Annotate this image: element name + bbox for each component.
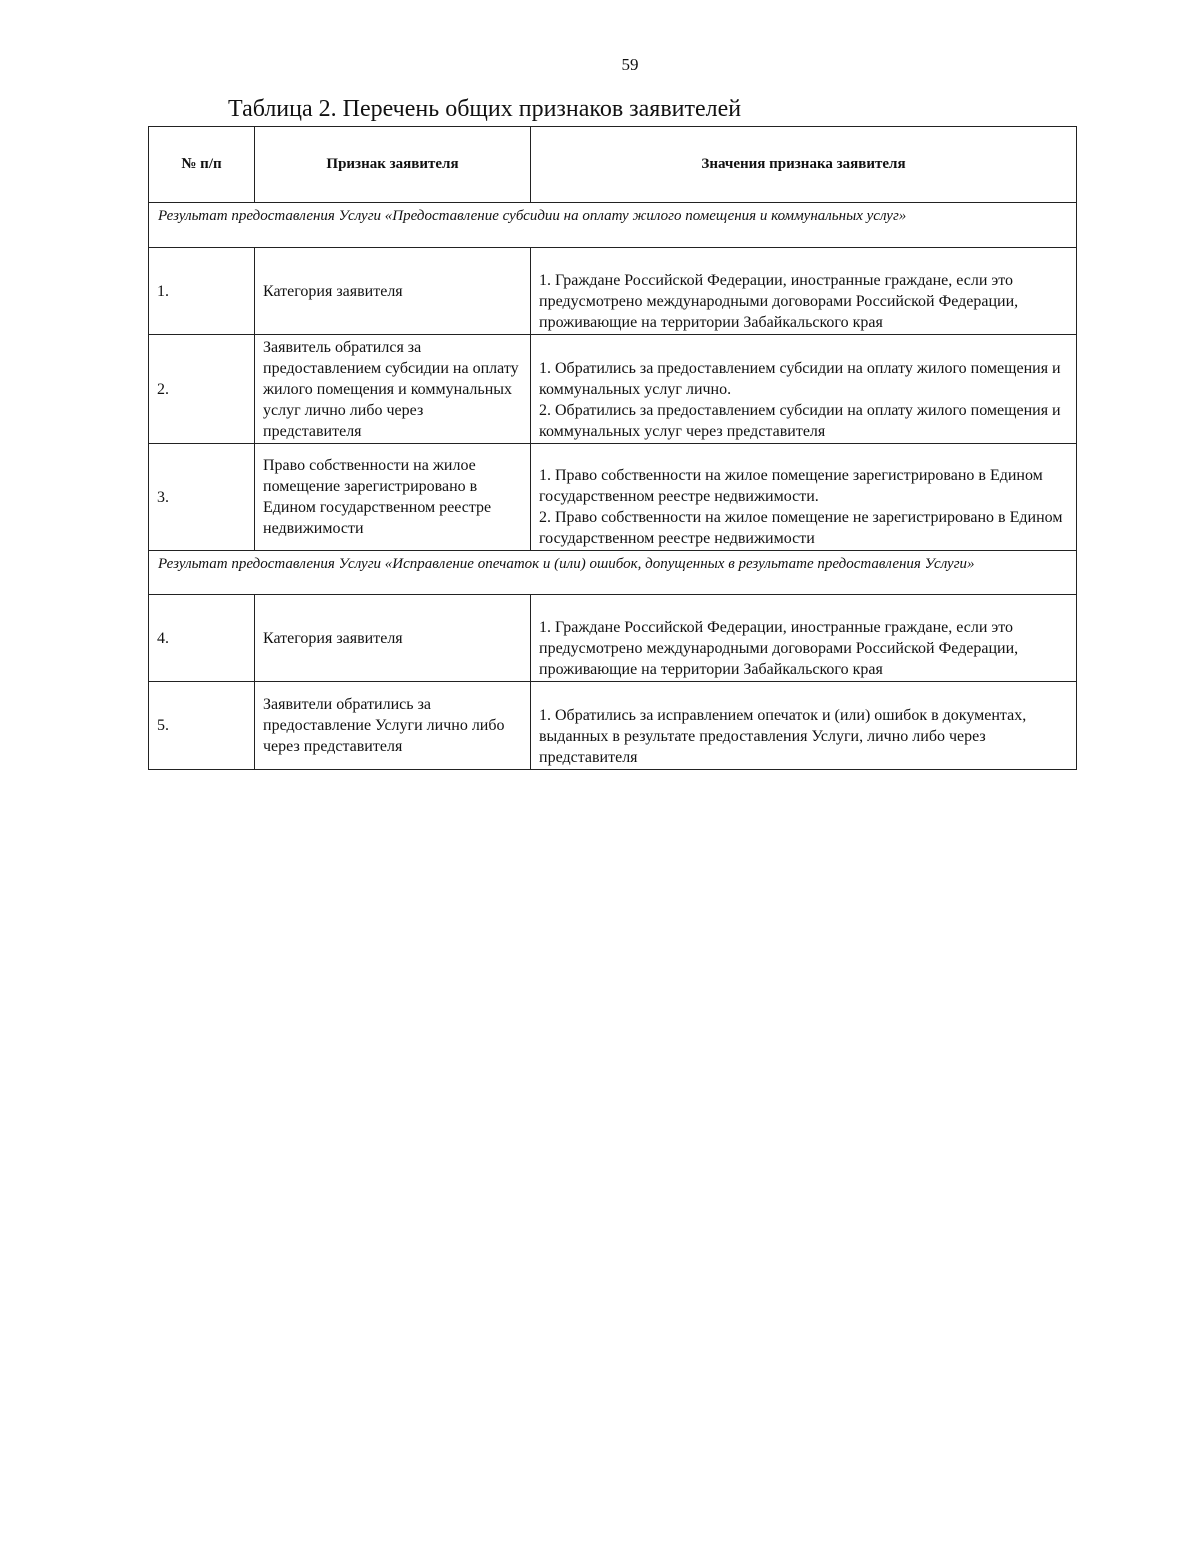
row-attribute: Категория заявителя	[255, 595, 531, 682]
table-header-row	[149, 127, 1077, 203]
value-item: 2. Обратились за предоставлением субсидии на оплату жилого помещения и коммунальных услуг через представителя	[539, 402, 1061, 440]
section-title: Результат предоставления Услуги «Предоставление субсидии на оплату жилого помещения и коммунальных услуг»	[149, 203, 1077, 248]
table-row	[149, 248, 1077, 335]
row-values	[531, 248, 1077, 335]
applicant-criteria-table	[148, 126, 1077, 770]
value-item: 1. Обратились за исправлением опечаток и (или) ошибок в документах, выданных в результате предоставления Услуги, лично либо через представителя	[539, 707, 1027, 766]
table-row	[149, 335, 1077, 444]
header-values: Значения признака заявителя	[531, 127, 1077, 203]
row-attribute: Категория заявителя	[255, 248, 531, 335]
row-num: 3.	[149, 444, 255, 551]
table-row	[149, 595, 1077, 682]
row-values	[531, 335, 1077, 444]
row-values	[531, 595, 1077, 682]
header-num: № п/п	[149, 127, 255, 203]
section-title: Результат предоставления Услуги «Исправление опечаток и (или) ошибок, допущенных в результате предоставления Услуги»	[149, 551, 1077, 595]
value-item: 1. Право собственности на жилое помещение зарегистрировано в Едином государственном реестре недвижимости.	[539, 467, 1043, 505]
row-num: 5.	[149, 682, 255, 770]
row-attribute: Заявители обратились за предоставление Услуги лично либо через представителя	[255, 682, 531, 770]
value-item: 1. Граждане Российской Федерации, иностранные граждане, если это предусмотрено международными договорами Российской Федерации, проживающие на территории Забайкальского края	[539, 619, 1019, 678]
section-row	[149, 203, 1077, 248]
page-number: 59	[621, 55, 639, 74]
table-row	[149, 682, 1077, 770]
row-num: 2.	[149, 335, 255, 444]
table-title: Таблица 2. Перечень общих признаков заявителей	[228, 96, 742, 122]
row-num: 4.	[149, 595, 255, 682]
value-item: 1. Обратились за предоставлением субсидии на оплату жилого помещения и коммунальных услуг лично.	[539, 360, 1061, 398]
row-values	[531, 682, 1077, 770]
row-attribute: Заявитель обратился за предоставлением субсидии на оплату жилого помещения и коммунальных услуг лично либо через представителя	[255, 335, 531, 444]
header-attribute: Признак заявителя	[255, 127, 531, 203]
section-row	[149, 551, 1077, 595]
table-row	[149, 444, 1077, 551]
value-item: 1. Граждане Российской Федерации, иностранные граждане, если это предусмотрено международными договорами Российской Федерации, проживающие на территории Забайкальского края	[539, 272, 1019, 331]
row-num: 1.	[149, 248, 255, 335]
row-values	[531, 444, 1077, 551]
row-attribute: Право собственности на жилое помещение зарегистрировано в Едином государственном реестре недвижимости	[255, 444, 531, 551]
value-item: 2. Право собственности на жилое помещение не зарегистрировано в Едином государственном реестре недвижимости	[539, 509, 1063, 547]
